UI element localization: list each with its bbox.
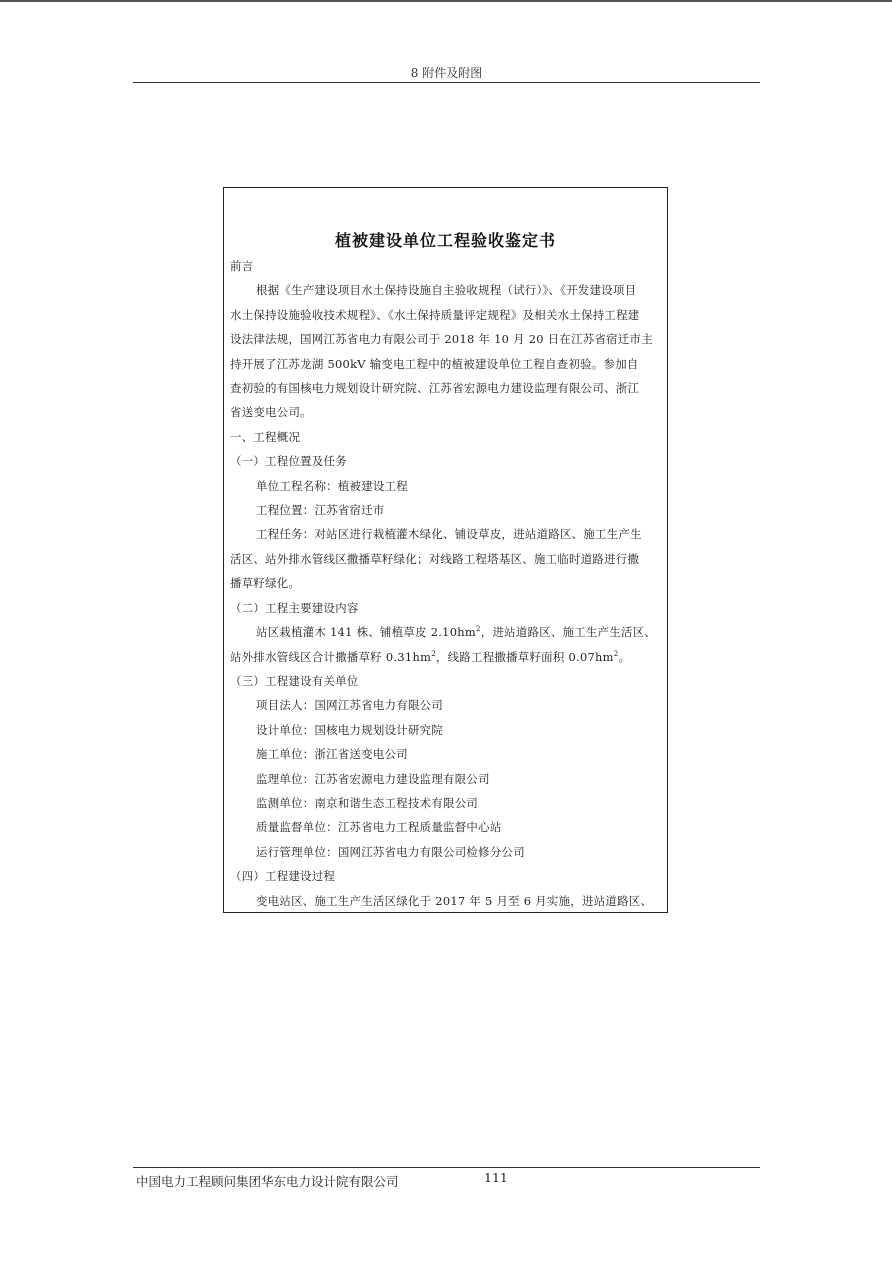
section-heading: 一、工程概况 — [230, 429, 301, 444]
unit-entry: 施工单位：浙江省送变电公司 — [256, 747, 408, 762]
unit-entry: 运行管理单位：国网江苏省电力有限公司检修分公司 — [256, 844, 525, 859]
preface-line: 省送变电公司。 — [230, 405, 312, 420]
unit-entry: 项目法人：国网江苏省电力有限公司 — [256, 698, 444, 713]
task-line: 活区、站外排水管线区撒播草籽绿化；对线路工程塔基区、施工临时道路进行撒 — [230, 551, 640, 566]
content-text: 。 — [618, 649, 631, 664]
task-line: 播草籽绿化。 — [230, 576, 301, 591]
preface-line: 根据《生产建设项目水土保持设施自主验收规程（试行）》、《开发建设项目 — [256, 283, 637, 298]
document-title: 植被建设单位工程验收鉴定书 — [334, 231, 556, 250]
superscript: 2 — [613, 649, 619, 658]
preface-line: 设法律法规，国网江苏省电力有限公司于 2018 年 10 月 20 日在江苏省宿迁市主 — [230, 332, 653, 347]
content-text: 站区栽植灌木 141 株、铺植草皮 2.10hm — [256, 625, 476, 640]
footer-rule — [133, 1167, 760, 1168]
unit-entry: 监测单位：南京和谐生态工程技术有限公司 — [256, 795, 479, 810]
unit-name: 单位工程名称：植被建设工程 — [256, 478, 408, 493]
content-text: 站外排水管线区合计撒播草籽 0.31hm — [230, 649, 432, 664]
process-line: 变电站区、施工生产生活区绿化于 2017 年 5 月至 6 月实施，进站道路区、 — [256, 893, 653, 908]
page-header: 8 附件及附图 — [410, 66, 483, 80]
header-rule — [133, 82, 760, 83]
unit-entry: 质量监督单位：江苏省电力工程质量监督中心站 — [256, 820, 502, 835]
content-line — [230, 645, 661, 669]
content-text: ，进站道路区、施工生产生活区、 — [480, 625, 657, 640]
preface-heading: 前言 — [230, 259, 254, 273]
subsection-heading: （三）工程建设有关单位 — [230, 673, 359, 688]
subsection-heading: （四）工程建设过程 — [230, 869, 336, 884]
page-number: 111 — [484, 1170, 508, 1185]
project-location: 工程位置：江苏省宿迁市 — [256, 503, 385, 518]
content-line — [230, 620, 661, 644]
task-line: 工程任务：对站区进行栽植灌木绿化、铺设草皮，进站道路区、施工生产生 — [256, 527, 642, 542]
unit-entry: 监理单位：江苏省宏源电力建设监理有限公司 — [256, 771, 490, 786]
certificate-box — [223, 187, 668, 913]
footer-company: 中国电力工程顾问集团华东电力设计院有限公司 — [136, 1174, 399, 1189]
superscript: 2 — [431, 649, 436, 658]
preface-line: 查初验的有国核电力规划设计研究院、江苏省宏源电力建设监理有限公司、浙江 — [230, 381, 640, 396]
unit-entry: 设计单位：国核电力规划设计研究院 — [256, 722, 444, 737]
top-border — [0, 0, 892, 2]
subsection-heading: （二）工程主要建设内容 — [230, 600, 359, 615]
superscript: 2 — [476, 625, 481, 634]
preface-line: 持开展了江苏龙湖 500kV 输变电工程中的植被建设单位工程自查初验。参加自 — [230, 356, 639, 371]
content-text: ，线路工程撒播草籽面积 0.07hm — [435, 649, 614, 664]
preface-line: 水土保持设施验收技术规程》、《水土保持质量评定规程》及相关水土保持工程建 — [230, 307, 640, 322]
subsection-heading: （一）工程位置及任务 — [230, 454, 347, 469]
